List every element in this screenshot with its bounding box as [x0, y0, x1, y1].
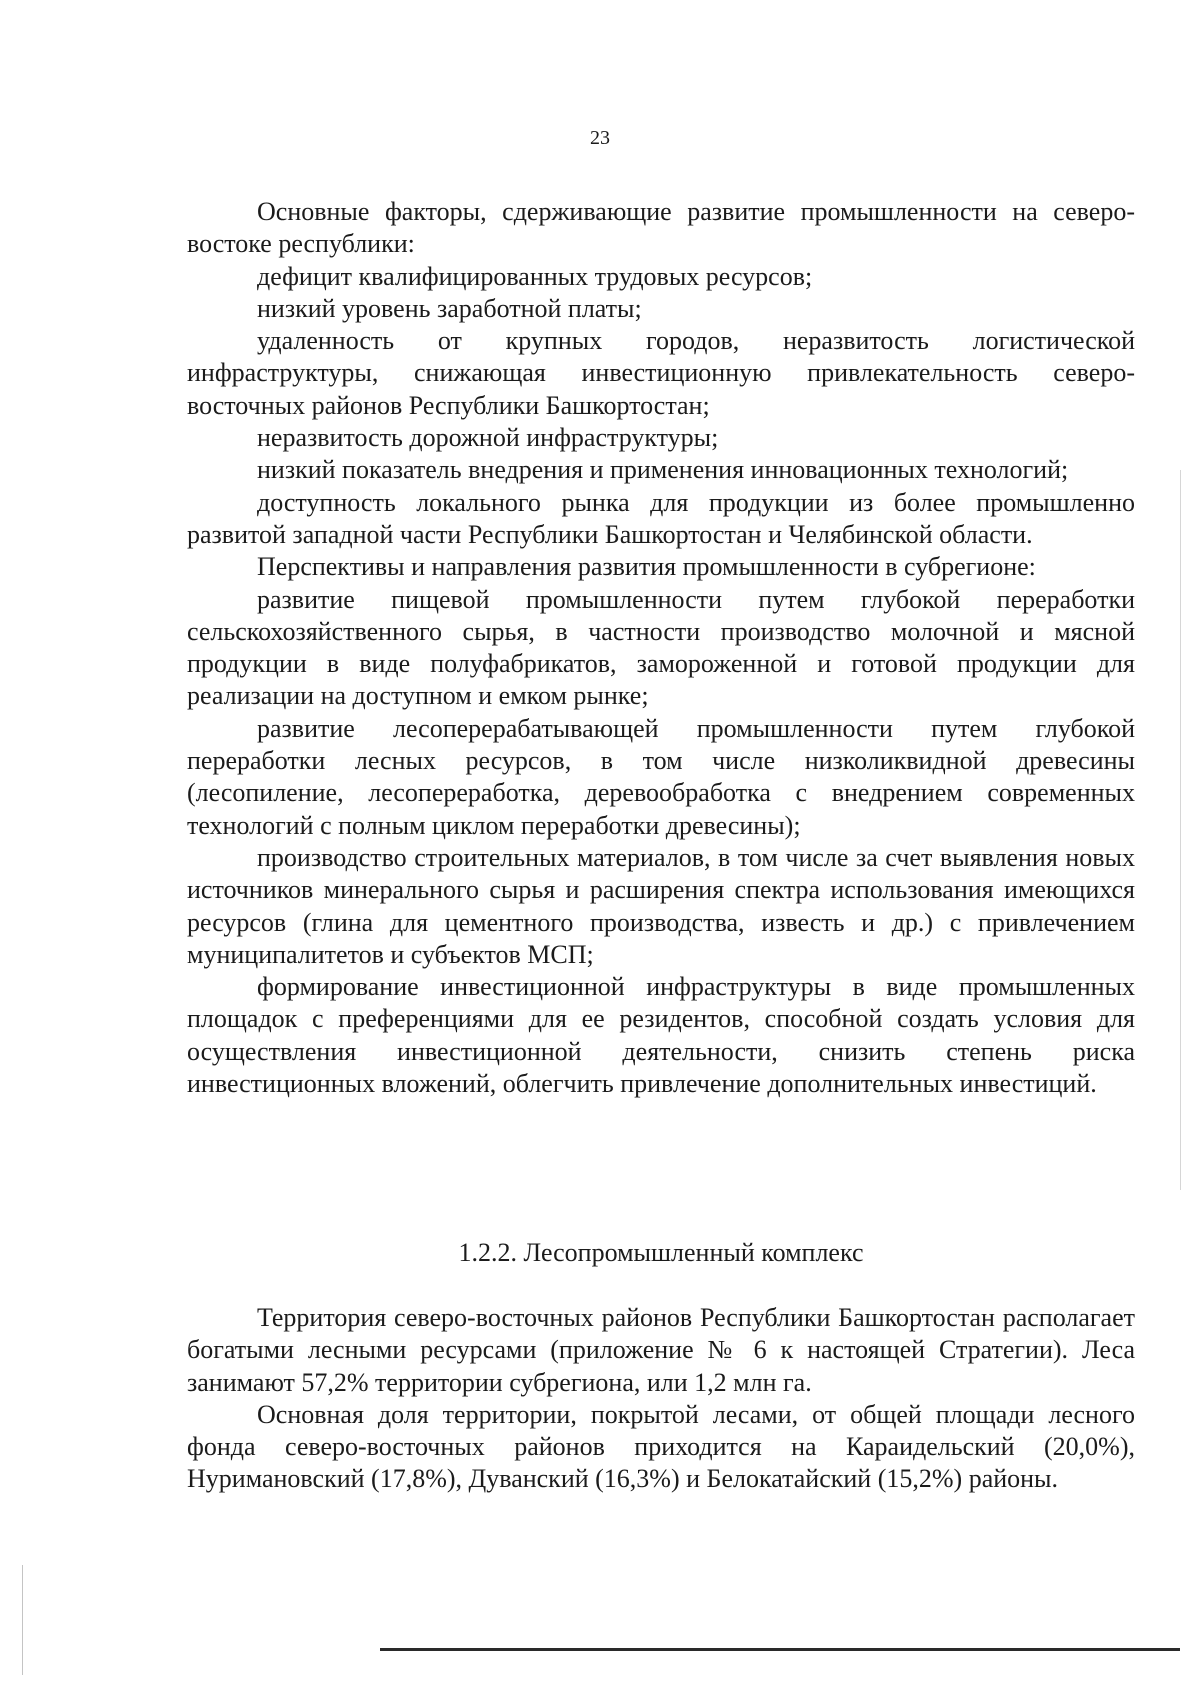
- scan-edge-line: [380, 1648, 1180, 1651]
- paragraph-prospects-intro: Перспективы и направления развития промышленности в субрегионе:: [257, 552, 1036, 582]
- paragraph-factor-remoteness: удаленность от крупных городов, неразвитость логистической инфраструктуры, снижающая инвестиционную привлекательность северо-восточных районов Республики Башкортостан;: [187, 326, 1135, 420]
- paragraph-forest-districts: Основная доля территории, покрытой лесами, от общей площади лесного фонда северо-восточных районов приходится на Караидельский (20,0%), Нуримановский (17,8%), Дуванский (16,3%) и Белокатайский (15,2%) районы.: [187, 1399, 1135, 1494]
- paragraph-forest-resources: Территория северо-восточных районов Республики Башкортостан располагает богатыми лесными ресурсами (приложение № 6 к настоящей Стратегии). Леса занимают 57,2% территории субрегиона, или 1,2 млн га.: [187, 1303, 1135, 1397]
- paragraph-factor-labor: дефицит квалифицированных трудовых ресурсов;: [257, 261, 813, 291]
- paragraph-factor-wages: низкий уровень заработной платы;: [257, 293, 642, 323]
- paragraph-factors-intro: Основные факторы, сдерживающие развитие промышленности на северо-востоке республики:: [187, 197, 1135, 259]
- paragraph-prospect-food: развитие пищевой промышленности путем глубокой переработки сельскохозяйственного сырья, в частности производство молочной и мясной продукции в виде полуфабрикатов, замороженной и готовой продукции для реализации на доступном и емком рынке;: [187, 584, 1135, 711]
- factors-and-prospects-text: [187, 196, 1135, 1100]
- paragraph-prospect-infrastructure: формирование инвестиционной инфраструктуры в виде промышленных площадок с преференциями для ее резидентов, способной создать условия для осуществления инвестиционной деятельности, снизить степень риска инвестиционных вложений, облегчить привлечение дополнительных инвестиций.: [187, 972, 1135, 1099]
- page-number: 23: [590, 127, 610, 149]
- paragraph-prospect-construction: производство строительных материалов, в том числе за счет выявления новых источников минерального сырья и расширения спектра использования имеющихся ресурсов (глина для цементного производства, известь и др.) с привлечением муниципалитетов и субъектов МСП;: [187, 842, 1135, 969]
- paragraph-factor-innovation: низкий показатель внедрения и применения инновационных технологий;: [257, 455, 1069, 485]
- section-heading: 1.2.2. Лесопромышленный комплекс: [458, 1238, 864, 1267]
- paragraph-factor-roads: неразвитость дорожной инфраструктуры;: [257, 423, 719, 453]
- paragraph-factor-market: доступность локального рынка для продукции из более промышленно развитой западной части Республики Башкортостан и Челябинской области.: [187, 487, 1135, 549]
- forestry-text: [187, 1302, 1135, 1496]
- scan-edge-line: [22, 1565, 23, 1675]
- scan-edge-line: [1180, 470, 1181, 1190]
- paragraph-prospect-timber: развитие лесоперерабатывающей промышленности путем глубокой переработки лесных ресурсов, в том числе низколиквидной древесины (лесопиление, лесопереработка, деревообработка с внедрением современных технологий с полным циклом переработки древесины);: [187, 713, 1135, 840]
